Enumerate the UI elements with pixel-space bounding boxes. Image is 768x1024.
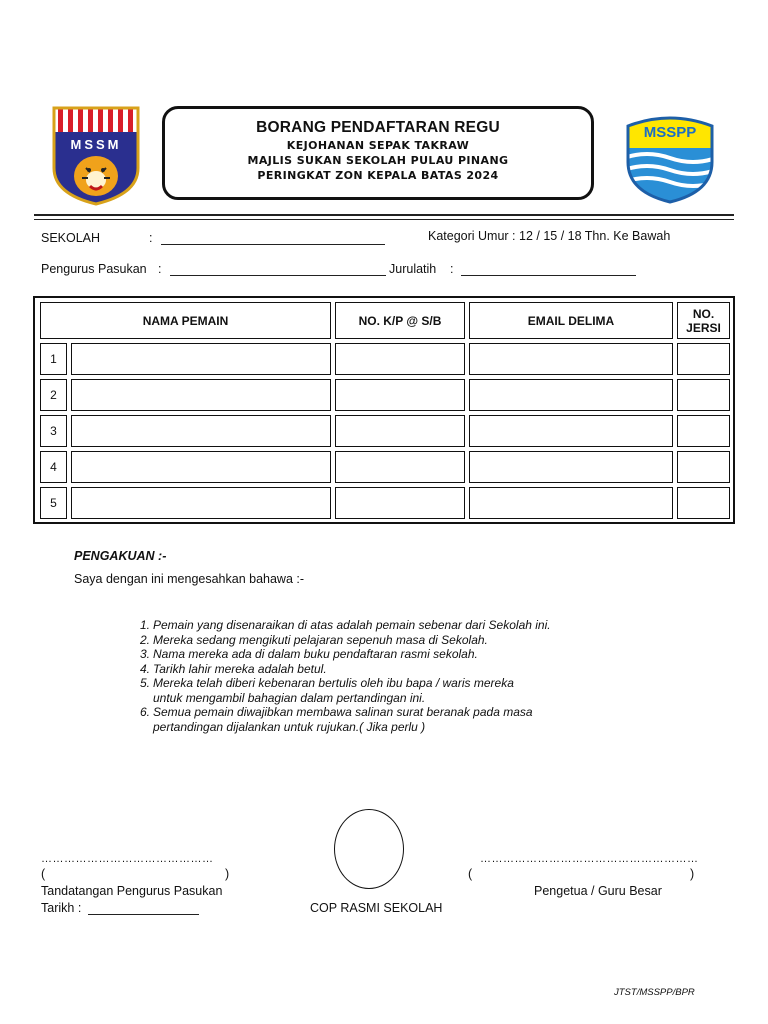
- registration-table: [33, 296, 735, 524]
- list-item: 4. Tarikh lahir mereka adalah betul.: [140, 661, 327, 676]
- player-name-cell[interactable]: [71, 379, 331, 411]
- mssm-logo-text: MSSM: [70, 137, 122, 152]
- player-name-cell[interactable]: [71, 487, 331, 519]
- jersey-cell[interactable]: [677, 451, 730, 483]
- header-jersey-number: NO. JERSI: [677, 302, 730, 339]
- player-name-cell[interactable]: [71, 451, 331, 483]
- list-item: 5. Mereka telah diberi kebenaran bertulis oleh ibu bapa / waris mereka untuk mengambil bahagian dalam pertandingan ini.: [140, 676, 514, 705]
- event-name: KEJOHANAN SEPAK TAKRAW: [286, 139, 470, 152]
- row-number: 1: [40, 343, 67, 375]
- header-email: EMAIL DELIMA: [469, 302, 673, 339]
- jersey-cell[interactable]: [677, 415, 730, 447]
- school-stamp-circle[interactable]: [334, 809, 404, 889]
- email-cell[interactable]: [469, 343, 673, 375]
- player-name-cell[interactable]: [71, 343, 331, 375]
- jersey-cell[interactable]: [677, 343, 730, 375]
- msspp-logo-text: MSSPP: [643, 124, 697, 141]
- age-category: Kategori Umur : 12 / 15 / 18 Thn. Ke Bawah: [428, 229, 671, 243]
- mssm-logo: [52, 106, 140, 206]
- list-item: 1. Pemain yang disenaraikan di atas adalah pemain sebenar dari Sekolah ini.: [140, 618, 551, 632]
- email-cell[interactable]: [469, 451, 673, 483]
- declaration-intro: Saya dengan ini mengesahkan bahawa :-: [74, 572, 305, 586]
- coach-colon: :: [450, 262, 454, 276]
- school-colon: :: [149, 231, 153, 245]
- ic-number-cell[interactable]: [335, 415, 465, 447]
- row-number: 5: [40, 487, 67, 519]
- list-item: 6. Semua pemain diwajibkan membawa salinan surat beranak pada masa pertandingan dijalankan untuk rujukan.( Jika perlu ): [140, 705, 533, 734]
- principal-open-paren: (: [468, 867, 473, 881]
- coach-label: Jurulatih: [389, 262, 437, 276]
- coach-input-line[interactable]: [461, 264, 636, 276]
- header-ic-number: NO. K/P @ S/B: [335, 302, 465, 339]
- manager-label: Pengurus Pasukan: [41, 262, 147, 276]
- zone-level: PERINGKAT ZON KEPALA BATAS 2024: [257, 169, 499, 182]
- council-name: MAJLIS SUKAN SEKOLAH PULAU PINANG: [247, 154, 509, 167]
- row-number: 4: [40, 451, 67, 483]
- school-input-line[interactable]: [161, 233, 385, 245]
- manager-close-paren: ): [225, 867, 230, 881]
- email-cell[interactable]: [469, 415, 673, 447]
- msspp-logo: [624, 112, 716, 204]
- row-number: 2: [40, 379, 67, 411]
- school-stamp-label: COP RASMI SEKOLAH: [310, 901, 443, 915]
- principal-label: Pengetua / Guru Besar: [534, 884, 662, 898]
- manager-signature-line[interactable]: ………………………………………: [41, 853, 214, 865]
- ic-number-cell[interactable]: [335, 379, 465, 411]
- player-name-cell[interactable]: [71, 415, 331, 447]
- header-player-name: NAMA PEMAIN: [40, 302, 331, 339]
- header-divider: [34, 214, 734, 216]
- ic-number-cell[interactable]: [335, 487, 465, 519]
- email-cell[interactable]: [469, 379, 673, 411]
- ic-number-cell[interactable]: [335, 451, 465, 483]
- principal-close-paren: ): [690, 867, 695, 881]
- declaration-list: [140, 618, 610, 734]
- date-input-line[interactable]: [88, 903, 199, 915]
- manager-signature-label: Tandatangan Pengurus Pasukan: [41, 884, 223, 898]
- principal-signature-line[interactable]: …………………………………………………: [480, 853, 699, 865]
- title-box: [162, 106, 594, 200]
- declaration-heading: PENGAKUAN :-: [74, 549, 167, 563]
- row-number: 3: [40, 415, 67, 447]
- list-item: 2. Mereka sedang mengikuti pelajaran sepenuh masa di Sekolah.: [140, 632, 488, 647]
- date-label: Tarikh :: [41, 901, 82, 915]
- manager-input-line[interactable]: [170, 264, 386, 276]
- list-item: 3. Nama mereka ada di dalam buku pendaftaran rasmi sekolah.: [140, 647, 478, 661]
- school-label: SEKOLAH: [41, 231, 101, 245]
- jersey-cell[interactable]: [677, 379, 730, 411]
- ic-number-cell[interactable]: [335, 343, 465, 375]
- form-reference: JTST/MSSPP/BPR: [614, 987, 695, 998]
- form-title: BORANG PENDAFTARAN REGU: [256, 119, 500, 136]
- header-divider-thin: [34, 219, 734, 220]
- manager-open-paren: (: [41, 867, 46, 881]
- email-cell[interactable]: [469, 487, 673, 519]
- jersey-cell[interactable]: [677, 487, 730, 519]
- manager-colon: :: [158, 262, 162, 276]
